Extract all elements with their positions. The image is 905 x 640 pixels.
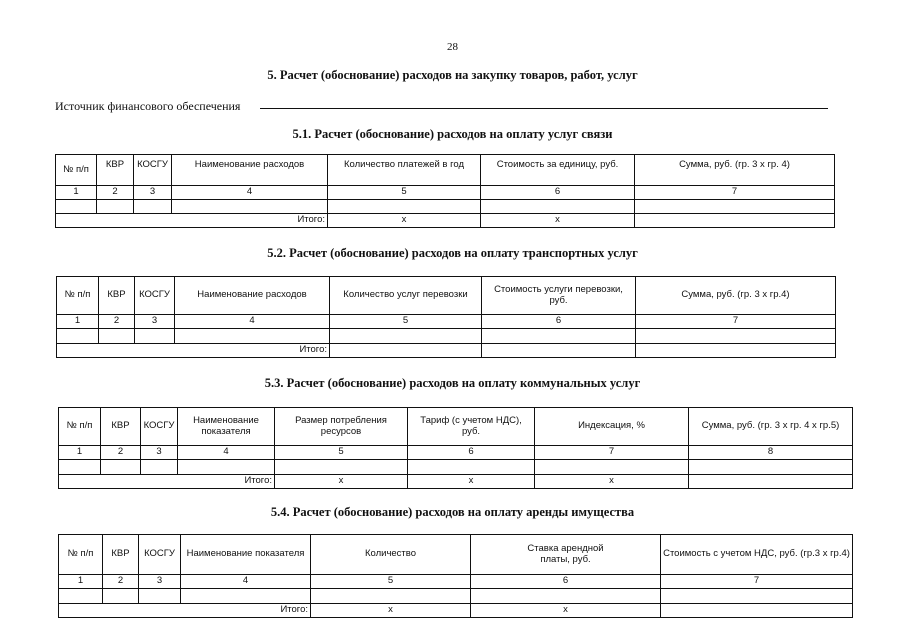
column-number: 1 <box>59 575 103 589</box>
section-5-4-title: 5.4. Расчет (обоснование) расходов на оплату аренды имущества <box>270 505 635 519</box>
col-header-number: № п/п <box>56 155 97 186</box>
column-number: 2 <box>101 446 141 460</box>
total-empty-marker: х <box>535 475 689 489</box>
column-number-row <box>56 186 835 200</box>
total-empty-marker: х <box>408 475 535 489</box>
col-header-kvr: КВР <box>103 535 139 575</box>
table-cell[interactable] <box>275 460 408 475</box>
table-cell[interactable] <box>311 589 471 604</box>
table-cell[interactable] <box>330 329 482 344</box>
column-number: 7 <box>636 315 836 329</box>
col-header-sum: Сумма, руб. (гр. 3 х гр. 4) <box>635 155 835 186</box>
table-cell[interactable] <box>59 460 101 475</box>
col-header-sum: Сумма, руб. (гр. 3 х гр.4) <box>636 277 836 315</box>
total-empty-marker: х <box>481 214 635 228</box>
total-empty-marker: х <box>328 214 481 228</box>
col-header-kosgu: КОСГУ <box>134 155 172 186</box>
total-label: Итого: <box>56 214 328 228</box>
column-number: 3 <box>139 575 181 589</box>
table-cell[interactable] <box>481 200 635 214</box>
table-header-row <box>59 408 853 446</box>
column-number: 1 <box>56 186 97 200</box>
column-number: 4 <box>178 446 275 460</box>
total-empty-marker: х <box>471 604 661 618</box>
table-cell[interactable] <box>175 329 330 344</box>
table-header-row <box>59 535 853 575</box>
col-header-unit-cost: Стоимость за единицу, руб. <box>481 155 635 186</box>
column-number: 5 <box>330 315 482 329</box>
column-number: 7 <box>635 186 835 200</box>
table-cell[interactable] <box>178 460 275 475</box>
table-row <box>59 589 853 604</box>
table-cell[interactable] <box>181 589 311 604</box>
column-number: 8 <box>689 446 853 460</box>
column-number: 5 <box>328 186 481 200</box>
table-row <box>59 460 853 475</box>
column-number: 3 <box>141 446 178 460</box>
total-row <box>57 344 836 358</box>
col-header-quantity: Количество платежей в год <box>328 155 481 186</box>
col-header-rent-rate: Ставка арендной платы, руб. <box>471 535 661 575</box>
total-row <box>59 604 853 618</box>
table-cell[interactable] <box>535 460 689 475</box>
table-utility-services <box>58 407 853 489</box>
column-number-row <box>59 575 853 589</box>
column-number: 4 <box>181 575 311 589</box>
col-header-kosgu: КОСГУ <box>141 408 178 446</box>
col-header-kvr: КВР <box>97 155 134 186</box>
table-cell[interactable] <box>482 329 636 344</box>
total-empty-marker: х <box>311 604 471 618</box>
table-cell[interactable] <box>172 200 328 214</box>
table-cell[interactable] <box>636 329 836 344</box>
col-header-kvr: КВР <box>99 277 135 315</box>
total-sum-cell[interactable] <box>689 475 853 489</box>
total-sum-cell[interactable] <box>636 344 836 358</box>
column-number: 5 <box>275 446 408 460</box>
col-header-number: № п/п <box>59 408 101 446</box>
total-label: Итого: <box>59 475 275 489</box>
table-transport-services <box>56 276 836 358</box>
col-header-name: Наименование расходов <box>172 155 328 186</box>
page-number: 28 <box>447 41 458 53</box>
total-label: Итого: <box>59 604 311 618</box>
column-number: 3 <box>135 315 175 329</box>
section-5-2-title: 5.2. Расчет (обоснование) расходов на оплату транспортных услуг <box>267 246 638 260</box>
col-header-kosgu: КОСГУ <box>135 277 175 315</box>
table-row <box>57 329 836 344</box>
column-number: 3 <box>134 186 172 200</box>
column-number: 4 <box>175 315 330 329</box>
col-header-tariff: Тариф (с учетом НДС), руб. <box>408 408 535 446</box>
col-header-quantity: Количество услуг перевозки <box>330 277 482 315</box>
funding-source-label: Источник финансового обеспечения <box>55 99 241 113</box>
column-number: 6 <box>471 575 661 589</box>
table-property-rent <box>58 534 853 618</box>
table-cell[interactable] <box>99 329 135 344</box>
column-number: 2 <box>97 186 134 200</box>
col-header-indicator-name: Наименование показателя <box>181 535 311 575</box>
table-header-row <box>56 155 835 186</box>
table-cell[interactable] <box>139 589 181 604</box>
col-header-consumption: Размер потребления ресурсов <box>275 408 408 446</box>
col-header-indicator-name: Наименование показателя <box>178 408 275 446</box>
table-cell[interactable] <box>689 460 853 475</box>
table-cell[interactable] <box>141 460 178 475</box>
section-5-1-title: 5.1. Расчет (обоснование) расходов на оплату услуг связи <box>292 127 613 141</box>
column-number: 6 <box>482 315 636 329</box>
col-header-unit-cost: Стоимость услуги перевозки, руб. <box>482 277 636 315</box>
column-number: 6 <box>481 186 635 200</box>
table-cell[interactable] <box>103 589 139 604</box>
column-number: 4 <box>172 186 328 200</box>
column-number: 7 <box>661 575 853 589</box>
table-cell[interactable] <box>471 589 661 604</box>
col-header-name: Наименование расходов <box>175 277 330 315</box>
table-cell[interactable] <box>59 589 103 604</box>
total-row <box>56 214 835 228</box>
col-header-number: № п/п <box>57 277 99 315</box>
column-number-row <box>57 315 836 329</box>
total-sum-cell[interactable] <box>661 604 853 618</box>
column-number: 2 <box>99 315 135 329</box>
table-cell[interactable] <box>408 460 535 475</box>
table-cell[interactable] <box>135 329 175 344</box>
table-cell[interactable] <box>97 200 134 214</box>
table-cell[interactable] <box>57 329 99 344</box>
table-header-row <box>57 277 836 315</box>
total-row <box>59 475 853 489</box>
funding-source-field[interactable] <box>260 108 828 109</box>
column-number: 5 <box>311 575 471 589</box>
total-empty-marker: х <box>275 475 408 489</box>
column-number: 2 <box>103 575 139 589</box>
col-header-sum: Сумма, руб. (гр. 3 х гр. 4 х гр.5) <box>689 408 853 446</box>
table-row <box>56 200 835 214</box>
column-number-row <box>59 446 853 460</box>
total-sum-cell[interactable] <box>635 214 835 228</box>
table-communication-services <box>55 154 835 228</box>
table-cell[interactable] <box>101 460 141 475</box>
table-cell[interactable] <box>134 200 172 214</box>
main-title: 5. Расчет (обоснование) расходов на закупку товаров, работ, услуг <box>267 68 638 82</box>
col-header-cost-with-vat: Стоимость с учетом НДС, руб. (гр.3 х гр.4) <box>661 535 853 575</box>
column-number: 7 <box>535 446 689 460</box>
col-header-quantity: Количество <box>311 535 471 575</box>
col-header-number: № п/п <box>59 535 103 575</box>
column-number: 6 <box>408 446 535 460</box>
column-number: 1 <box>59 446 101 460</box>
column-number: 1 <box>57 315 99 329</box>
table-cell[interactable] <box>635 200 835 214</box>
total-cell[interactable] <box>330 344 482 358</box>
total-label: Итого: <box>57 344 330 358</box>
col-header-kvr: КВР <box>101 408 141 446</box>
table-cell[interactable] <box>328 200 481 214</box>
col-header-kosgu: КОСГУ <box>139 535 181 575</box>
table-cell[interactable] <box>661 589 853 604</box>
table-cell[interactable] <box>56 200 97 214</box>
section-5-3-title: 5.3. Расчет (обоснование) расходов на оплату коммунальных услуг <box>264 376 641 390</box>
total-cell[interactable] <box>482 344 636 358</box>
col-header-indexation: Индексация, % <box>535 408 689 446</box>
